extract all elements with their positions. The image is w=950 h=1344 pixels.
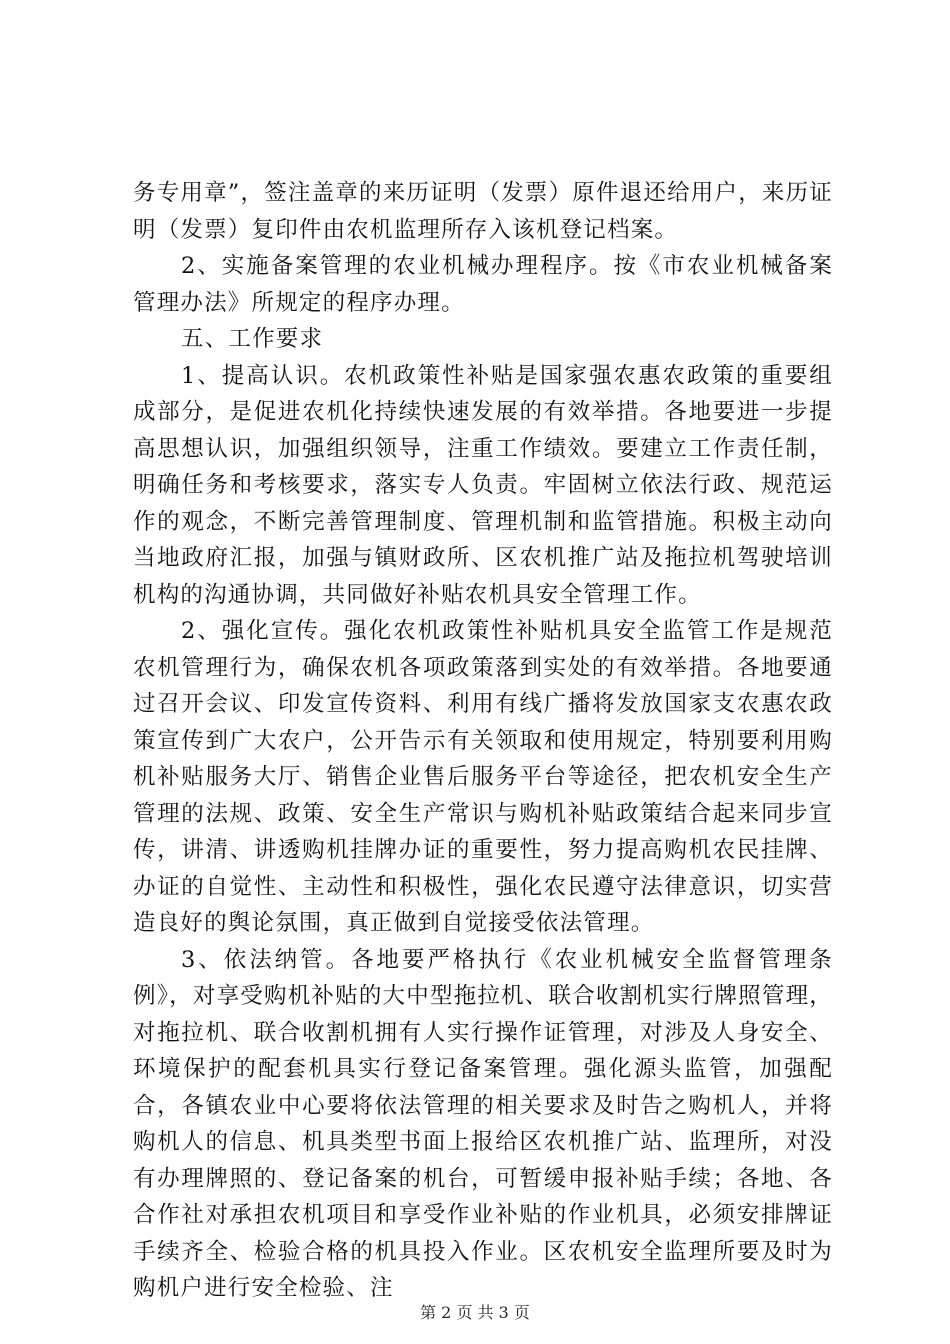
paragraph-5: 3、依法纳管。各地要严格执行《农业机械安全监督管理条例》，对享受购机补贴的大中型拖拉机、联合收割机实行牌照管理，对拖拉机、联合收割机拥有人实行操作证管理，对涉及人身安全、环境保护的配套机具实行登记备案管理。强化源头监管，加强配合，各镇农业中心要将依法管理的相关要求及时告之购机人，并将购机人的信息、机具类型书面上报给区农机推广站、监理所，对没有办理牌照的、登记备案的机台，可暂缓申报补贴手续；各地、各合作社对承担农机项目和享受作业补贴的作业机具，必须安排牌证手续齐全、检验合格的机具投入作业。区农机安全监理所要及时为购机户进行安全检验、注 [133, 946, 833, 1301]
paragraph-1: 务专用章”，签注盖章的来历证明（发票）原件退还给用户，来历证明（发票）复印件由农机监理所存入该机登记档案。 [133, 180, 834, 243]
paragraph-3: 1、提高认识。农机政策性补贴是国家强农惠农政策的重要组成部分，是促进农机化持续快速发展的有效举措。各地要进一步提高思想认识，加强组织领导，注重工作绩效。要建立工作责任制，明确任务和考核要求，落实专人负责。牢固树立依法行政、规范运作的观念，不断完善管理制度、管理机制和监管措施。积极主动向当地政府汇报，加强与镇财政所、区农机推广站及拖拉机驾驶培训机构的沟通协调，共同做好补贴农机具安全管理工作。 [133, 362, 833, 608]
section-heading: 五、工作要求 [181, 326, 324, 352]
paragraph-2: 2、实施备案管理的农业机械办理程序。按《市农业机械备案管理办法》所规定的程序办理。 [133, 253, 833, 316]
document-body [133, 175, 833, 1307]
paragraph-4: 2、强化宣传。强化农机政策性补贴机具安全监管工作是规范农机管理行为，确保农机各项政策落到实处的有效举措。各地要通过召开会议、印发宣传资料、利用有线广播将发放国家支农惠农政策宣传到广大农户，公开告示有关领取和使用规定，特别要利用购机补贴服务大厅、销售企业售后服务平台等途径，把农机安全生产管理的法规、政策、安全生产常识与购机补贴政策结合起来同步宣传，讲清、讲透购机挂牌办证的重要性，努力提高购机农民挂牌、办证的自觉性、主动性和积极性，强化农民遵守法律意识，切实营造良好的舆论氛围，真正做到自觉接受依法管理。 [133, 618, 833, 936]
page-footer: 第 2 页 共 3 页 [420, 1303, 530, 1322]
